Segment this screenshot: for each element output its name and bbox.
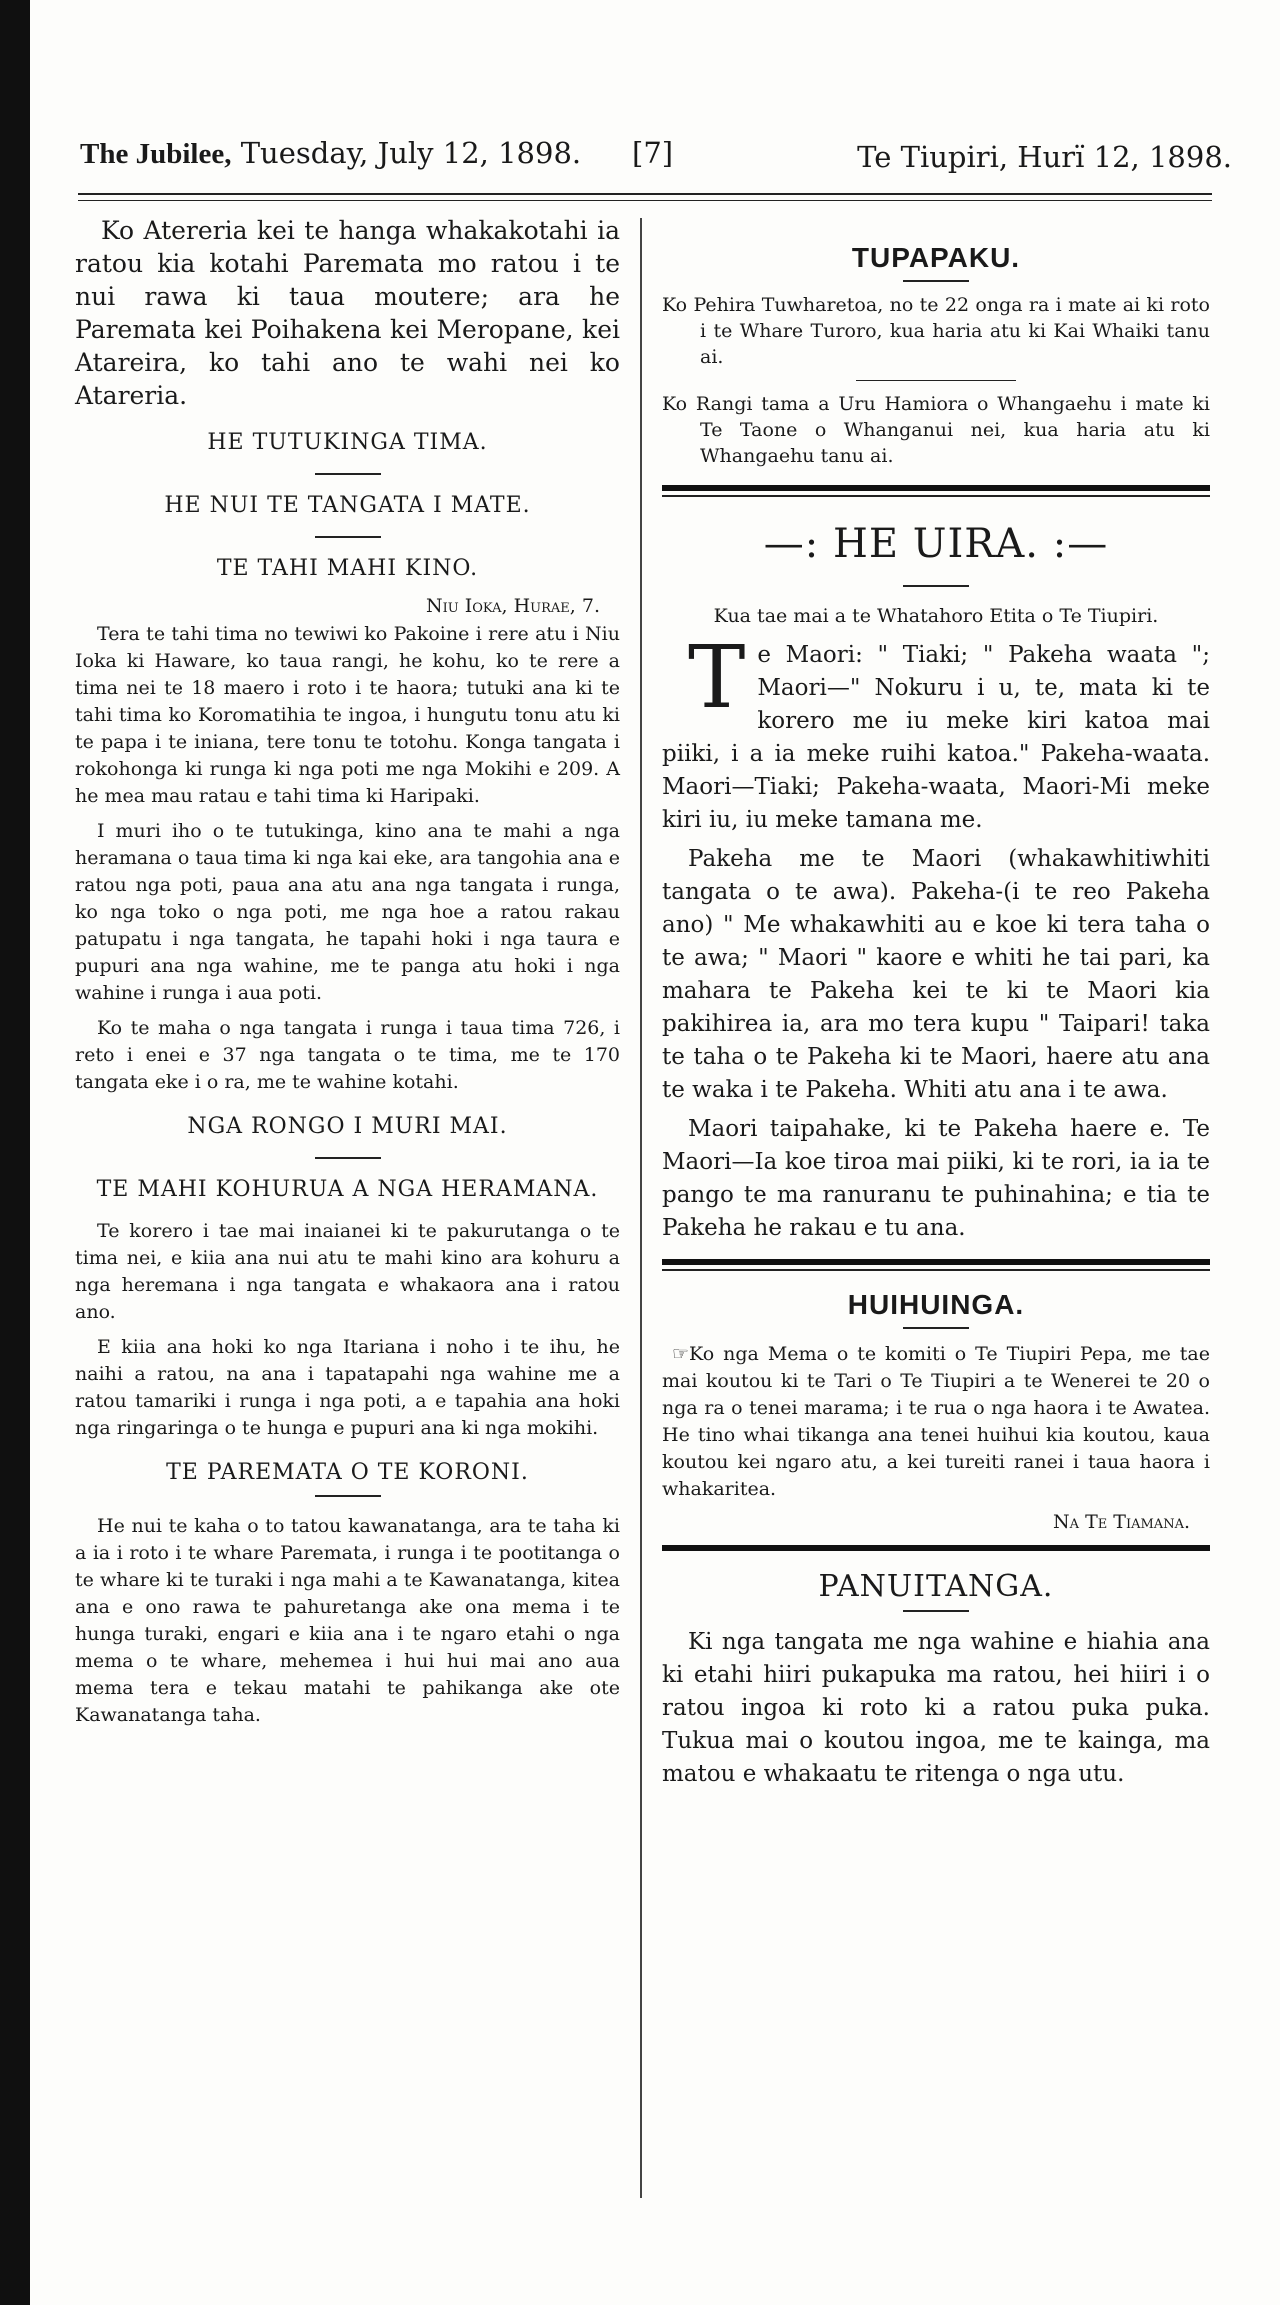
header-date-maori: Te Tiupiri, Hurï 12, 1898.: [857, 140, 1232, 174]
uira-intro: Kua tae mai a te Whatahoro Etita o Te Tiupiri.: [713, 605, 1159, 627]
header-rule-top: [78, 193, 1212, 195]
heading-he-uira: —: HE UIRA. :—: [763, 521, 1109, 567]
article-paragraph: E kiia ana hoki ko nga Itariana i noho i te ihu, he naihi a ratou, na ana i tapatapahi nga wahine me a ratou tamariki i runga i nga poti, a e tapahia ana hoki nga ringaringa o te hunga e pupuri ana ki nga mokihi.: [75, 1336, 620, 1439]
intro-paragraph: Ko Atereria kei te hanga whakakotahi ia ratou kia kotahi Paremata mo ratou i te nui rawa ki taua moutere; ara he Paremata kei Poihakena kei Meropane, kei Atareira, ko tahi ano te wahi nei ko Atareria.: [75, 216, 620, 410]
heading-he-tutukinga-tima: HE TUTUKINGA TIMA.: [207, 430, 488, 455]
left-column: [75, 214, 620, 1729]
heading-nga-rongo: NGA RONGO I MURI MAI.: [187, 1114, 508, 1139]
heading-panuitanga: PANUITANGA.: [818, 1569, 1054, 1604]
divider: [903, 585, 969, 587]
right-column: [662, 218, 1210, 1791]
uira-paragraph: Te Maori: " Tiaki; " Pakeha waata "; Maori—" Nokuru i u, te, mata ki te korero me iu meke kiri katoa mai piiki, i a ia meke ruihi katoa." Pakeha-waata. Maori—Tiaki; Pakeha-waata, Maori-Mi meke kiri iu, iu meke tamana me.: [662, 628, 1210, 833]
newspaper-title: The Jubilee,: [80, 138, 232, 170]
divider: [315, 473, 381, 475]
heading-te-tahi-mahi-kino: TE TAHI MAHI KINO.: [216, 556, 479, 581]
drop-cap: T: [688, 628, 746, 728]
divider: [315, 1157, 381, 1159]
page-number: [7]: [632, 136, 674, 170]
uira-paragraph: Pakeha me te Maori (whakawhitiwhiti tangata o te awa). Pakeha-(i te reo Pakeha ano) " Me whakawhiti au e koe ki tera taha o te awa; " Maori " kaore e whiti he tai pari, ka mahara te Pakeha kei te ki te Maori kia pakihirea ia, ara mo tera kupu " Taipari! taka te taha o te Pakeha ki te Maori, haere atu ana te waka i te Pakeha. Whiti atu ana i te awa.: [662, 846, 1210, 1103]
notice-signature: Na Te Tiamana.: [1053, 1511, 1190, 1533]
section-rule: [662, 1269, 1210, 1271]
header-rule-bottom: [78, 200, 1212, 201]
dateline: Niu Ioka, Hurae, 7.: [426, 595, 600, 617]
death-notice: Ko Rangi tama a Uru Hamiora o Whangaehu i mate ki Te Taone o Whanganui nei, kua haria atu ki Whangaehu tanu ai.: [662, 393, 1210, 467]
page-header: [72, 128, 1232, 188]
divider: [315, 536, 381, 538]
section-rule: [662, 1259, 1210, 1265]
article-paragraph: He nui te kaha o to tatou kawanatanga, ara te taha ki a ia i roto i te whare Paremata, i runga i te pootitanga o te whare ki te turaki i nga mahi a te Kawanatanga, kitea ana e ono rawa te pahuretanga ake ona mema i te hunga turaki, engari e kiia ana i te ngaro etahi o nga mema o te whare, mehemea i hui hui mai ano aua mema tera e tekau matahi te pahikanga ake ote Kawanatanga taha.: [75, 1515, 620, 1726]
article-paragraph: Te korero i tae mai inaianei ki te pakurutanga o te tima nei, e kiia ana nui atu te mahi kino ara kohuru a nga heremana i nga tangata e whakaora ana i ratou ano.: [75, 1220, 620, 1323]
heading-he-nui-te-tangata: HE NUI TE TANGATA I MATE.: [164, 493, 531, 518]
uira-paragraph: Maori taipahake, ki te Pakeha haere e. Te Maori—Ia koe tiroa mai piiki, ki te rori, ia ia te pango te ma ranuranu te puhinahina; e tia te Pakeha he rakau e tu ana.: [662, 1116, 1210, 1241]
article-paragraph: Tera te tahi tima no tewiwi ko Pakoine i rere atu i Niu Ioka ki Haware, ko taua rangi, he kohu, ko te rere a tima nei te 18 maero i roto i te haora; tutuki ana ki te tahi tima ko Koromatihia te ingoa, i hungutu tonu atu ki te papa i te iniana, tere tonu te totohu. Konga tangata i rokohonga ki runga ki nga poti me nga Mokihi e 209. A he mea mau ratau e tahi tima ki Haripaki.: [75, 623, 620, 807]
divider: [903, 1610, 969, 1612]
header-left: [80, 136, 581, 171]
pointing-hand-icon: ☞: [672, 1343, 690, 1365]
article-paragraph: I muri iho o te tutukinga, kino ana te mahi a nga heramana o taua tima ki nga kai eke, ara tangohia ana e ratou nga poti, paua ana atu ana nga tangata i runga, ko nga toko o nga poti, me nga hoe a ratou rakau patupatu i nga tangata, he tapahi hoki i nga taura e pupuri ana nga wahine, me te panga atu hoki i nga wahine i runga i aua poti.: [75, 820, 620, 1004]
column-separator: [640, 218, 642, 2198]
divider: [856, 380, 1016, 381]
advertisement-paragraph: Ki nga tangata me nga wahine e hiahia ana ki etahi hiiri pukapuka ma ratou, hei hiiri i o ratou ingoa ki roto ki a ratou puka puka. Tukua mai o koutou ingoa, me te kainga, ma matou e whakaatu te ritenga o nga utu.: [662, 1629, 1210, 1787]
article-paragraph: Ko te maha o nga tangata i runga i taua tima 726, i reto i enei e 37 nga tangata o te tima, me te 170 tangata eke i o ra, me te wahine kotahi.: [75, 1017, 620, 1093]
divider: [903, 280, 969, 282]
divider: [315, 1495, 381, 1497]
heading-huihuinga: HUIHUINGA.: [847, 1289, 1025, 1320]
section-rule: [662, 485, 1210, 491]
section-rule: [662, 495, 1210, 497]
meeting-notice: ☞Ko nga Mema o te komiti o Te Tiupiri Pepa, me tae mai koutou ki te Tari o Te Tiupiri a te Wenerei te 20 o nga ra o tenei marama; i te rua o nga haora i te Awatea. He tino whai tikanga ana tenei huihui kia koutou, kaua koutou kei ngaro atu, a kei tureiti ranei i taua haora i whakaritea.: [662, 1343, 1210, 1500]
section-rule: [662, 1545, 1210, 1551]
divider: [903, 1327, 969, 1329]
heading-te-paremata: TE PAREMATA O TE KORONI.: [166, 1460, 529, 1485]
heading-tupapaku: TUPAPAKU.: [851, 242, 1021, 273]
heading-te-mahi-kohurua: TE MAHI KOHURUA A NGA HERAMANA.: [96, 1177, 599, 1202]
death-notice: Ko Pehira Tuwharetoa, no te 22 onga ra i mate ai ki roto i te Whare Turoro, kua haria atu ki Kai Whaiki tanu ai.: [662, 294, 1210, 368]
page-binding-edge: [0, 0, 30, 2305]
header-date-english: Tuesday, July 12, 1898.: [240, 136, 582, 170]
